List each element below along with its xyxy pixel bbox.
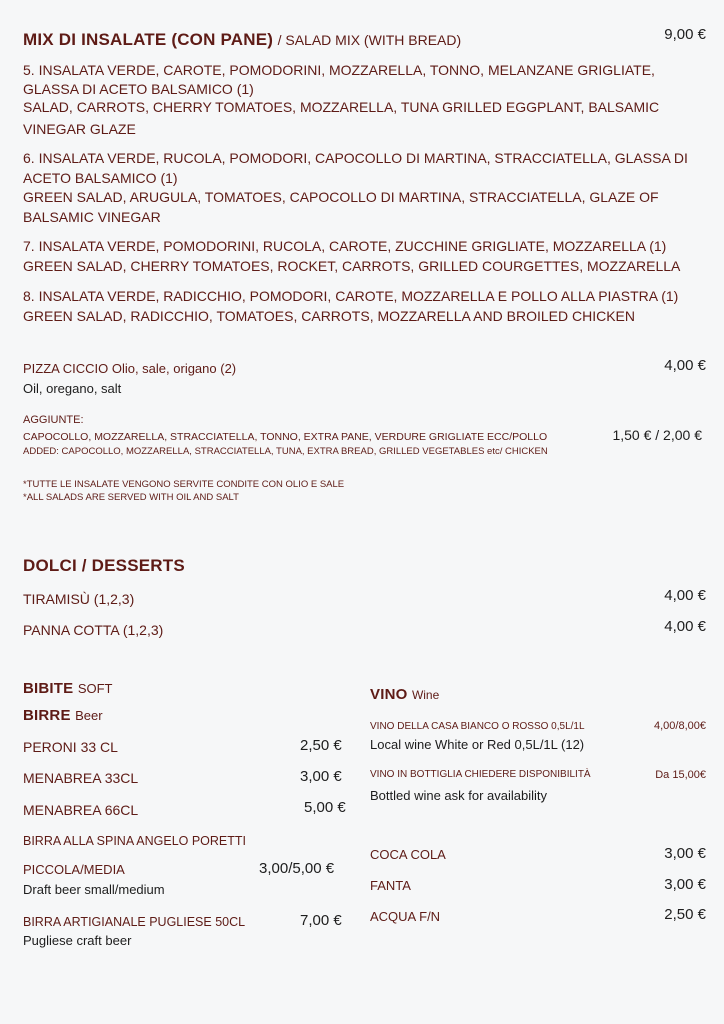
bibite-sub: SOFT	[77, 681, 113, 696]
addons-line-it: CAPOCOLLO, MOZZARELLA, STRACCIATELLA, TONNO, EXTRA PANE, VERDURE GRIGLIATE ECC/POLLO	[23, 431, 548, 443]
salad-8-line-2: GREEN SALAD, RADICCHIO, TOMATOES, CARROTS, MOZZARELLA AND BROILED CHICKEN	[23, 308, 635, 324]
house-wine-en: Local wine White or Red 0,5L/1L (12)	[370, 737, 585, 752]
beer-menabrea66-name: MENABREA 66CL	[23, 802, 139, 818]
wine-heading	[370, 686, 439, 704]
craft-name: BIRRA ARTIGIANALE PUGLIESE 50CL	[23, 915, 246, 929]
beer-menabrea33-price: 3,00 €	[300, 768, 342, 785]
salad-8-line-1: 8. INSALATA VERDE, RADICCHIO, POMODORI, CAROTE, MOZZARELLA E POLLO ALLA PIASTRA (1)	[23, 288, 679, 304]
beer-menabrea66-price: 5,00 €	[304, 799, 346, 816]
birre-heading	[23, 707, 103, 725]
wine-title: VINO	[370, 686, 408, 703]
bibite-title: BIBITE	[23, 680, 74, 697]
soft-coca-price: 3,00 €	[664, 845, 706, 862]
beer-peroni-price: 2,50 €	[300, 737, 342, 754]
addons-label: AGGIUNTE:	[23, 414, 84, 426]
salad-7-line-1: 7. INSALATA VERDE, POMODORINI, RUCOLA, CAROTE, ZUCCHINE GRIGLIATE, MOZZARELLA (1)	[23, 238, 667, 254]
salad-title: MIX DI INSALATE (CON PANE)	[23, 30, 274, 49]
pizza-name: PIZZA CICCIO Olio, sale, origano (2)	[23, 361, 237, 376]
craft-price: 7,00 €	[300, 912, 342, 929]
bottle-wine-en: Bottled wine ask for availability	[370, 788, 548, 803]
pizza-price: 4,00 €	[664, 357, 706, 374]
house-wine-name: VINO DELLA CASA BIANCO O ROSSO 0,5L/1L	[370, 721, 585, 732]
soft-acqua-price: 2,50 €	[664, 906, 706, 923]
dessert-tiramisu-price: 4,00 €	[664, 587, 706, 604]
salad-section-title	[23, 30, 461, 50]
salad-price: 9,00 €	[664, 26, 706, 43]
pizza-name-en: Oil, oregano, salt	[23, 381, 122, 396]
note-it: *TUTTE LE INSALATE VENGONO SERVITE CONDITE CON OLIO E SALE	[23, 479, 345, 490]
addons-price: 1,50 € / 2,00 €	[612, 427, 702, 443]
salad-6-line-4: BALSAMIC VINEGAR	[23, 209, 161, 225]
salad-5-line-3: SALAD, CARROTS, CHERRY TOMATOES, MOZZARELLA, TUNA GRILLED EGGPLANT, BALSAMIC	[23, 99, 660, 115]
soft-fanta-name: FANTA	[370, 878, 411, 893]
salad-title-en: / SALAD MIX (WITH BREAD)	[277, 32, 462, 48]
bottle-wine-name: VINO IN BOTTIGLIA CHIEDERE DISPONIBILITÀ	[370, 769, 591, 780]
craft-en: Pugliese craft beer	[23, 933, 132, 948]
wine-sub: Wine	[411, 688, 440, 702]
salad-6-line-3: GREEN SALAD, ARUGULA, TOMATOES, CAPOCOLLO DI MARTINA, STRACCIATELLA, GLAZE OF	[23, 189, 659, 205]
desserts-title: DOLCI / DESSERTS	[23, 556, 185, 575]
dessert-pannacotta-name: PANNA COTTA (1,2,3)	[23, 622, 164, 638]
note-en: *ALL SALADS ARE SERVED WITH OIL AND SALT	[23, 492, 239, 503]
salad-5-line-4: VINEGAR GLAZE	[23, 121, 136, 137]
soft-fanta-price: 3,00 €	[664, 876, 706, 893]
draft-name: PICCOLA/MEDIA	[23, 862, 125, 877]
house-wine-price: 4,00/8,00€	[654, 720, 706, 732]
birre-title: BIRRE	[23, 707, 71, 724]
beer-peroni-name: PERONI 33 CL	[23, 739, 118, 755]
soft-coca-name: COCA COLA	[370, 847, 446, 862]
draft-en: Draft beer small/medium	[23, 882, 165, 897]
dessert-pannacotta-price: 4,00 €	[664, 618, 706, 635]
beer-menabrea33-name: MENABREA 33CL	[23, 770, 139, 786]
salad-6-line-2: ACETO BALSAMICO (1)	[23, 170, 178, 186]
salad-7-line-2: GREEN SALAD, CHERRY TOMATOES, ROCKET, CARROTS, GRILLED COURGETTES, MOZZARELLA	[23, 258, 681, 274]
draft-title: BIRRA ALLA SPINA ANGELO PORETTI	[23, 834, 247, 848]
salad-5-line-2: GLASSA DI ACETO BALSAMICO (1)	[23, 81, 254, 97]
birre-sub: Beer	[75, 708, 103, 723]
dessert-tiramisu-name: TIRAMISÙ (1,2,3)	[23, 591, 135, 607]
bibite-heading	[23, 680, 113, 698]
salad-6-line-1: 6. INSALATA VERDE, RUCOLA, POMODORI, CAPOCOLLO DI MARTINA, STRACCIATELLA, GLASSA DI	[23, 150, 688, 166]
salad-5-line-1: 5. INSALATA VERDE, CAROTE, POMODORINI, MOZZARELLA, TONNO, MELANZANE GRIGLIATE,	[23, 62, 655, 78]
draft-price: 3,00/5,00 €	[259, 860, 335, 877]
addons-line-en: ADDED: CAPOCOLLO, MOZZARELLA, STRACCIATELLA, TUNA, EXTRA BREAD, GRILLED VEGETABLES etc/ CHICKEN	[23, 446, 548, 457]
soft-acqua-name: ACQUA F/N	[370, 909, 441, 924]
bottle-wine-price: Da 15,00€	[655, 769, 706, 781]
